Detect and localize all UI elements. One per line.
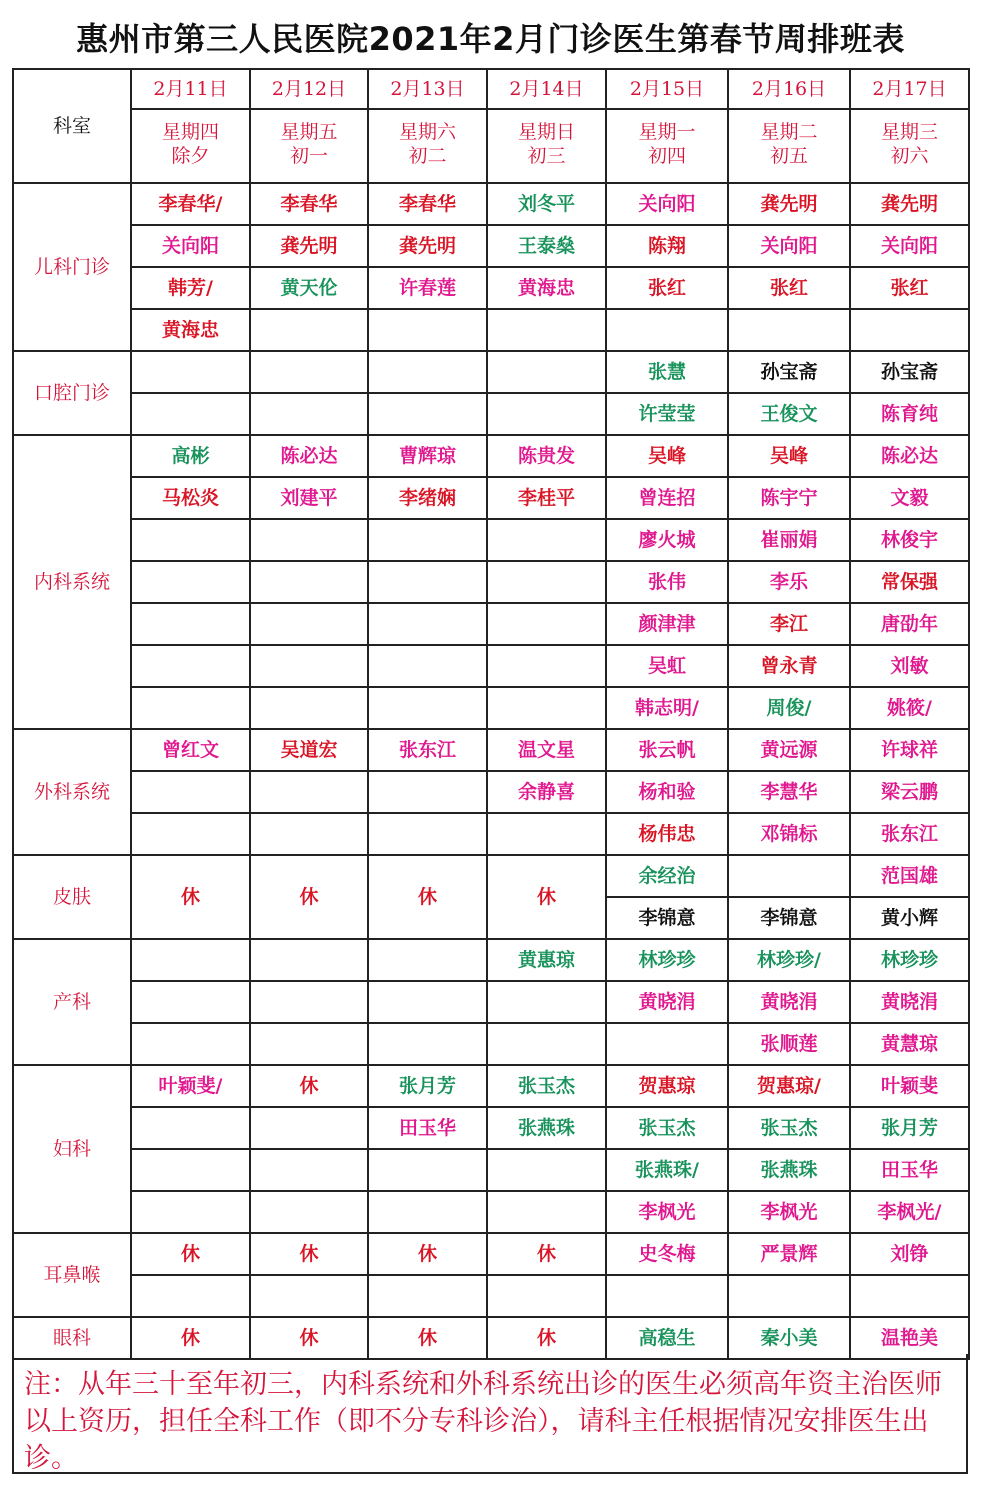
empty-cell: [131, 561, 250, 603]
doctor-cell: 张玉杰: [487, 1065, 606, 1107]
doctor-cell: 王俊文: [728, 393, 850, 435]
rest-cell: 休: [487, 855, 606, 939]
empty-cell: [368, 351, 487, 393]
empty-cell: [131, 939, 250, 981]
doctor-cell: 秦小美: [728, 1317, 850, 1359]
doctor-cell: 黄海忠: [487, 267, 606, 309]
empty-cell: [250, 771, 368, 813]
doctor-cell: 黄晓涓: [850, 981, 969, 1023]
doctor-cell: 吴道宏: [250, 729, 368, 771]
doctor-cell: 黄天伦: [250, 267, 368, 309]
empty-cell: [250, 1107, 368, 1149]
empty-cell: [368, 771, 487, 813]
table-row: [13, 267, 969, 309]
doctor-cell: 廖火城: [606, 519, 728, 561]
doctor-cell: 贺惠琼: [606, 1065, 728, 1107]
table-row: [13, 519, 969, 561]
table-row: [13, 981, 969, 1023]
page-title: 惠州市第三人民医院2021年2月门诊医生第春节周排班表: [76, 20, 905, 58]
empty-cell: [487, 981, 606, 1023]
empty-cell: [131, 1107, 250, 1149]
empty-cell: [131, 645, 250, 687]
empty-cell: [131, 1023, 250, 1065]
empty-cell: [487, 519, 606, 561]
weekday-cell: [850, 109, 969, 183]
doctor-cell: 黄晓涓: [606, 981, 728, 1023]
dept-name: 妇科: [13, 1065, 131, 1233]
empty-cell: [131, 1191, 250, 1233]
doctor-cell: 李江: [728, 603, 850, 645]
empty-cell: [368, 603, 487, 645]
empty-cell: [368, 813, 487, 855]
empty-cell: [250, 351, 368, 393]
doctor-cell: 曾红文: [131, 729, 250, 771]
empty-cell: [250, 519, 368, 561]
doctor-cell: 休: [131, 1233, 250, 1275]
empty-cell: [131, 603, 250, 645]
empty-cell: [606, 309, 728, 351]
table-row: [13, 1107, 969, 1149]
weekday-cell: [487, 109, 606, 183]
lunar-label: 初三: [527, 145, 566, 167]
empty-cell: [250, 645, 368, 687]
doctor-cell: 李锦意: [606, 897, 728, 939]
doctor-cell: 韩芳/: [131, 267, 250, 309]
table-row: [13, 393, 969, 435]
lunar-label: 初四: [647, 145, 686, 167]
doctor-cell: 黄晓涓: [728, 981, 850, 1023]
empty-cell: [487, 687, 606, 729]
weekday-label: 星期一: [638, 121, 696, 143]
table-row: [13, 1275, 969, 1317]
doctor-cell: 曾永青: [728, 645, 850, 687]
date-cell: 2月14日: [487, 69, 606, 109]
dept-name: 口腔门诊: [13, 351, 131, 435]
table-row: [13, 939, 969, 981]
doctor-cell: 韩志明/: [606, 687, 728, 729]
lunar-label: 初一: [289, 145, 328, 167]
table-row: [13, 813, 969, 855]
doctor-cell: 余静喜: [487, 771, 606, 813]
rest-cell: 休: [250, 855, 368, 939]
doctor-cell: 梁云鹏: [850, 771, 969, 813]
empty-cell: [368, 1275, 487, 1317]
empty-cell: [487, 561, 606, 603]
doctor-cell: 温文星: [487, 729, 606, 771]
weekday-cell: [606, 109, 728, 183]
doctor-cell: 李春华: [250, 183, 368, 225]
lunar-label: 初五: [769, 145, 808, 167]
empty-cell: [131, 1275, 250, 1317]
doctor-cell: 吴虹: [606, 645, 728, 687]
rest-cell: 休: [131, 855, 250, 939]
doctor-cell: 颜津津: [606, 603, 728, 645]
doctor-cell: 陈宇宁: [728, 477, 850, 519]
table-row: [13, 1149, 969, 1191]
doctor-cell: 陈育纯: [850, 393, 969, 435]
table-row: [13, 561, 969, 603]
table-row: [13, 771, 969, 813]
empty-cell: [368, 981, 487, 1023]
doctor-cell: 龚先明: [728, 183, 850, 225]
doctor-cell: 田玉华: [368, 1107, 487, 1149]
footnote: 注：从年三十至年初三，内科系统和外科系统出诊的医生必须高年资主治医师以上资历，担任全科工作（即不分专科诊治），请科主任根据情况安排医生出诊。: [12, 1354, 968, 1474]
doctor-cell: 黄惠琼: [487, 939, 606, 981]
doctor-cell: 关向阳: [606, 183, 728, 225]
doctor-cell: 休: [487, 1233, 606, 1275]
doctor-cell: 张顺莲: [728, 1023, 850, 1065]
doctor-cell: 张东江: [368, 729, 487, 771]
doctor-cell: 唐劭年: [850, 603, 969, 645]
doctor-cell: 杨和验: [606, 771, 728, 813]
table-row: [13, 855, 969, 897]
doctor-cell: 张慧: [606, 351, 728, 393]
empty-cell: [250, 603, 368, 645]
doctor-cell: 张红: [850, 267, 969, 309]
empty-cell: [131, 687, 250, 729]
date-cell: 2月16日: [728, 69, 850, 109]
doctor-cell: 李枫光: [728, 1191, 850, 1233]
doctor-cell: 休: [487, 1317, 606, 1359]
header-day-row: [13, 109, 969, 183]
table-row: [13, 1191, 969, 1233]
doctor-cell: 叶颖斐/: [131, 1065, 250, 1107]
table-row: [13, 603, 969, 645]
empty-cell: [368, 1191, 487, 1233]
doctor-cell: 李枫光: [606, 1191, 728, 1233]
dept-name: 皮肤: [13, 855, 131, 939]
doctor-cell: 曾连招: [606, 477, 728, 519]
doctor-cell: 张云帆: [606, 729, 728, 771]
empty-cell: [250, 1149, 368, 1191]
doctor-cell: 李桂平: [487, 477, 606, 519]
doctor-cell: 休: [131, 1317, 250, 1359]
doctor-cell: 张月芳: [368, 1065, 487, 1107]
empty-cell: [250, 687, 368, 729]
doctor-cell: 休: [368, 1233, 487, 1275]
table-row: [13, 309, 969, 351]
doctor-cell: 黄海忠: [131, 309, 250, 351]
table-row: [13, 1023, 969, 1065]
doctor-cell: 李绪娴: [368, 477, 487, 519]
empty-cell: [250, 981, 368, 1023]
doctor-cell: 关向阳: [728, 225, 850, 267]
doctor-cell: 张伟: [606, 561, 728, 603]
header-date-row: [13, 69, 969, 109]
doctor-cell: 崔丽娟: [728, 519, 850, 561]
doctor-cell: 严景辉: [728, 1233, 850, 1275]
empty-cell: [368, 393, 487, 435]
empty-cell: [487, 393, 606, 435]
table-row: [13, 645, 969, 687]
doctor-cell: 邓锦标: [728, 813, 850, 855]
table-row: [13, 351, 969, 393]
doctor-cell: 张燕珠/: [606, 1149, 728, 1191]
empty-cell: [131, 813, 250, 855]
weekday-label: 星期五: [280, 121, 338, 143]
doctor-cell: 高稳生: [606, 1317, 728, 1359]
empty-cell: [606, 1275, 728, 1317]
doctor-cell: 马松炎: [131, 477, 250, 519]
empty-cell: [487, 1191, 606, 1233]
doctor-cell: 林俊宇: [850, 519, 969, 561]
empty-cell: [250, 1275, 368, 1317]
empty-cell: [250, 939, 368, 981]
doctor-cell: 李慧华: [728, 771, 850, 813]
weekday-label: 星期三: [880, 121, 938, 143]
doctor-cell: 余经治: [606, 855, 728, 897]
table-row: [13, 477, 969, 519]
date-cell: 2月17日: [850, 69, 969, 109]
empty-cell: [487, 813, 606, 855]
doctor-cell: 关向阳: [131, 225, 250, 267]
date-cell: 2月12日: [250, 69, 368, 109]
empty-cell: [250, 1023, 368, 1065]
doctor-cell: 高彬: [131, 435, 250, 477]
weekday-cell: [728, 109, 850, 183]
empty-cell: [131, 981, 250, 1023]
empty-cell: [368, 1023, 487, 1065]
empty-cell: [250, 561, 368, 603]
doctor-cell: 刘冬平: [487, 183, 606, 225]
doctor-cell: 吴峰: [728, 435, 850, 477]
weekday-label: 星期四: [161, 121, 219, 143]
doctor-cell: 许春莲: [368, 267, 487, 309]
doctor-cell: 张玉杰: [728, 1107, 850, 1149]
doctor-cell: 陈翔: [606, 225, 728, 267]
doctor-cell: 李乐: [728, 561, 850, 603]
empty-cell: [368, 561, 487, 603]
doctor-cell: 张红: [728, 267, 850, 309]
empty-cell: [368, 309, 487, 351]
doctor-cell: 龚先明: [250, 225, 368, 267]
empty-cell: [487, 1275, 606, 1317]
lunar-label: 初二: [408, 145, 447, 167]
empty-cell: [250, 309, 368, 351]
doctor-cell: 姚筱/: [850, 687, 969, 729]
doctor-cell: 吴峰: [606, 435, 728, 477]
empty-cell: [487, 603, 606, 645]
doctor-cell: 龚先明: [368, 225, 487, 267]
dept-name: 产科: [13, 939, 131, 1065]
doctor-cell: 温艳美: [850, 1317, 969, 1359]
table-row: [13, 225, 969, 267]
schedule-table: [12, 68, 970, 1360]
doctor-cell: 曹辉琼: [368, 435, 487, 477]
doctor-cell: 刘建平: [250, 477, 368, 519]
doctor-cell: 张燕珠: [487, 1107, 606, 1149]
dept-name: 外科系统: [13, 729, 131, 855]
weekday-label: 星期二: [760, 121, 818, 143]
doctor-cell: 休: [368, 1317, 487, 1359]
empty-cell: [131, 771, 250, 813]
doctor-cell: 杨伟忠: [606, 813, 728, 855]
date-cell: 2月15日: [606, 69, 728, 109]
doctor-cell: 贺惠琼/: [728, 1065, 850, 1107]
empty-cell: [368, 687, 487, 729]
empty-cell: [250, 813, 368, 855]
lunar-label: 除夕: [171, 145, 210, 167]
doctor-cell: 陈必达: [850, 435, 969, 477]
doctor-cell: 刘铮: [850, 1233, 969, 1275]
empty-cell: [728, 309, 850, 351]
empty-cell: [850, 1275, 969, 1317]
doctor-cell: 张东江: [850, 813, 969, 855]
doctor-cell: 叶颖斐: [850, 1065, 969, 1107]
weekday-cell: [131, 109, 250, 183]
table-row: [13, 729, 969, 771]
date-cell: 2月11日: [131, 69, 250, 109]
empty-cell: [131, 519, 250, 561]
rest-cell: 休: [368, 855, 487, 939]
doctor-cell: 李锦意: [728, 897, 850, 939]
doctor-cell: 许球祥: [850, 729, 969, 771]
empty-cell: [850, 309, 969, 351]
empty-cell: [606, 1023, 728, 1065]
doctor-cell: 黄慧琼: [850, 1023, 969, 1065]
empty-cell: [487, 1023, 606, 1065]
empty-cell: [131, 351, 250, 393]
dept-name: 内科系统: [13, 435, 131, 729]
doctor-cell: 王泰燊: [487, 225, 606, 267]
doctor-cell: 田玉华: [850, 1149, 969, 1191]
empty-cell: [368, 1149, 487, 1191]
doctor-cell: 刘敏: [850, 645, 969, 687]
doctor-cell: 常保强: [850, 561, 969, 603]
doctor-cell: 孙宝斋: [728, 351, 850, 393]
doctor-cell: 李枫光/: [850, 1191, 969, 1233]
doctor-cell: 许莹莹: [606, 393, 728, 435]
empty-cell: [368, 645, 487, 687]
table-row: [13, 687, 969, 729]
table-row: [13, 1317, 969, 1359]
doctor-cell: 休: [250, 1233, 368, 1275]
doctor-cell: 休: [250, 1317, 368, 1359]
empty-cell: [728, 1275, 850, 1317]
doctor-cell: 林珍珍: [850, 939, 969, 981]
table-row: [13, 183, 969, 225]
doctor-cell: 黄远源: [728, 729, 850, 771]
doctor-cell: 范国雄: [850, 855, 969, 897]
doctor-cell: 陈贵发: [487, 435, 606, 477]
empty-cell: [487, 645, 606, 687]
empty-cell: [131, 393, 250, 435]
lunar-label: 初六: [890, 145, 929, 167]
doctor-cell: 李春华: [368, 183, 487, 225]
dept-name: 耳鼻喉: [13, 1233, 131, 1317]
doctor-cell: 林珍珍/: [728, 939, 850, 981]
empty-cell: [131, 1149, 250, 1191]
table-row: [13, 1233, 969, 1275]
empty-cell: [728, 855, 850, 897]
doctor-cell: 休: [250, 1065, 368, 1107]
empty-cell: [250, 393, 368, 435]
doctor-cell: 史冬梅: [606, 1233, 728, 1275]
empty-cell: [487, 1149, 606, 1191]
doctor-cell: 张红: [606, 267, 728, 309]
doctor-cell: 文毅: [850, 477, 969, 519]
empty-cell: [487, 309, 606, 351]
empty-cell: [487, 351, 606, 393]
table-row: [13, 435, 969, 477]
weekday-label: 星期日: [517, 121, 575, 143]
doctor-cell: 林珍珍: [606, 939, 728, 981]
doctor-cell: 张燕珠: [728, 1149, 850, 1191]
table-row: [13, 1065, 969, 1107]
empty-cell: [368, 939, 487, 981]
doctor-cell: 关向阳: [850, 225, 969, 267]
doctor-cell: 龚先明: [850, 183, 969, 225]
doctor-cell: 黄小辉: [850, 897, 969, 939]
weekday-label: 星期六: [398, 121, 456, 143]
empty-cell: [250, 1191, 368, 1233]
weekday-cell: [368, 109, 487, 183]
doctor-cell: 李春华/: [131, 183, 250, 225]
date-cell: 2月13日: [368, 69, 487, 109]
doctor-cell: 张月芳: [850, 1107, 969, 1149]
dept-header: 科室: [13, 69, 131, 183]
dept-name: 儿科门诊: [13, 183, 131, 351]
weekday-cell: [250, 109, 368, 183]
dept-name: 眼科: [13, 1317, 131, 1359]
doctor-cell: 周俊/: [728, 687, 850, 729]
doctor-cell: 张玉杰: [606, 1107, 728, 1149]
doctor-cell: 陈必达: [250, 435, 368, 477]
doctor-cell: 孙宝斋: [850, 351, 969, 393]
empty-cell: [368, 519, 487, 561]
